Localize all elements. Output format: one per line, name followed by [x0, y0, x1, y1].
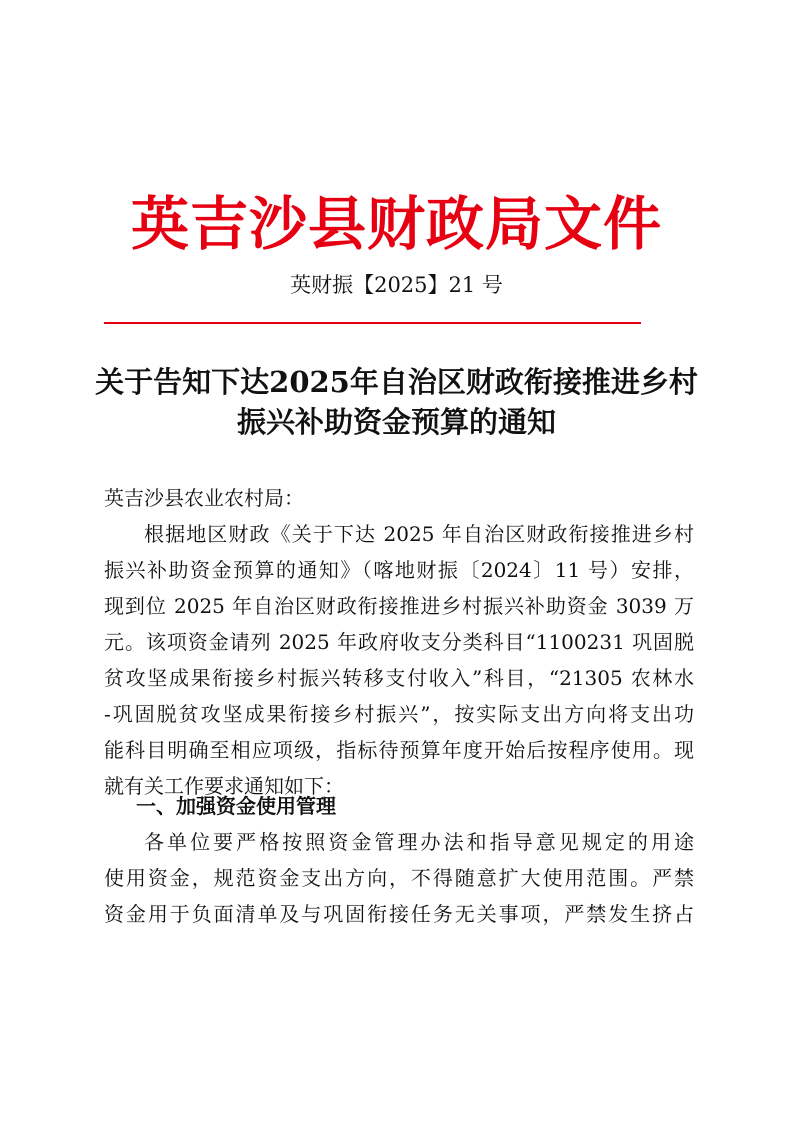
paragraph-line: 振兴补助资金预算的通知》（喀地财振〔2024〕11 号）安排，	[104, 558, 694, 582]
notice-title-line-2: 振兴补助资金预算的通知	[236, 405, 556, 439]
notice-title	[90, 362, 703, 442]
document-number: 英财振【2025】21 号	[290, 273, 503, 297]
paragraph-line: 各单位要严格按照资金管理办法和指导意见规定的用途	[144, 830, 694, 854]
paragraph-line: 贫攻坚成果衔接乡村振兴转移支付收入”科目，“21305 农林水	[104, 666, 694, 690]
notice-title-line-1: 关于告知下达2025年自治区财政衔接推进乡村	[95, 365, 698, 399]
paragraph-line: 元。该项资金请列 2025 年政府收支分类科目“1100231 巩固脱	[104, 630, 694, 654]
paragraph-line: 资金用于负面清单及与巩固衔接任务无关事项，严禁发生挤占	[104, 902, 694, 926]
paragraph-2	[104, 824, 694, 932]
paragraph-line: 根据地区财政《关于下达 2025 年自治区财政衔接推进乡村	[144, 522, 694, 546]
section-heading-1: 一、加强资金使用管理	[136, 794, 336, 818]
paragraph-line: 能科目明确至相应项级，指标待预算年度开始后按程序使用。现	[104, 738, 694, 762]
addressee: 英吉沙县农业农村局：	[104, 486, 304, 510]
paragraph-line: 现到位 2025 年自治区财政衔接推进乡村振兴补助资金 3039 万	[104, 594, 694, 618]
paragraph-1	[104, 516, 694, 804]
paragraph-line: 就有关工作要求通知如下：	[104, 774, 344, 798]
red-divider-line	[104, 322, 641, 324]
paragraph-line: 使用资金，规范资金支出方向，不得随意扩大使用范围。严禁	[104, 866, 694, 890]
paragraph-line: -巩固脱贫攻坚成果衔接乡村振兴”，按实际支出方向将支出功	[104, 702, 694, 726]
issuer-title: 英吉沙县财政局文件	[130, 190, 662, 258]
